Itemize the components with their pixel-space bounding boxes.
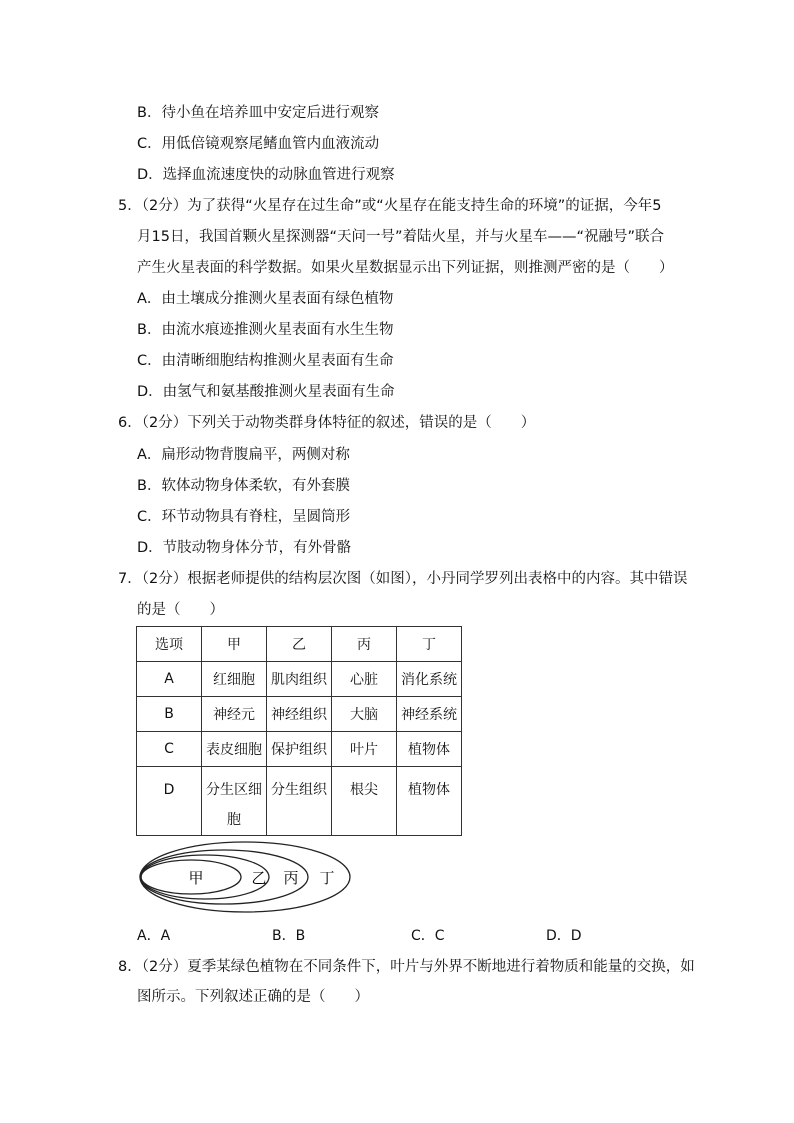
q6-option-d: D．节肢动物身体分节，有外骨骼 xyxy=(137,540,352,556)
table-header-cell: 乙 xyxy=(267,627,332,662)
q7-choice-c: C．C xyxy=(411,928,445,944)
table-header-cell: 丙 xyxy=(332,627,397,662)
q7-table xyxy=(136,626,462,836)
label-yi: 乙 xyxy=(251,869,267,887)
table-cell: 分生组织 xyxy=(267,767,332,836)
label-ding: 丁 xyxy=(319,869,335,887)
table-cell: 表皮细胞 xyxy=(202,732,267,767)
table-row xyxy=(137,767,462,836)
table-cell: 大脑 xyxy=(332,697,397,732)
q7-choice-d: D．D xyxy=(546,928,582,944)
table-cell: C xyxy=(137,732,202,767)
table-cell: A xyxy=(137,662,202,697)
table-cell: 叶片 xyxy=(332,732,397,767)
q5-option-c: C．由清晰细胞结构推测火星表面有生命 xyxy=(137,353,394,369)
label-bing: 丙 xyxy=(283,869,299,887)
table-cell: 神经元 xyxy=(202,697,267,732)
table-header-cell: 选项 xyxy=(137,627,202,662)
q5-option-d: D．由氢气和氨基酸推测火星表面有生命 xyxy=(137,384,395,400)
q7-stem-line-2: 的是（ ） xyxy=(137,602,224,618)
table-row xyxy=(137,732,462,767)
table-cell: 植物体 xyxy=(397,732,462,767)
q6-option-a: A．扁形动物背腹扁平，两侧对称 xyxy=(137,447,350,463)
table-cell: 神经系统 xyxy=(397,697,462,732)
table-cell: B xyxy=(137,697,202,732)
table-cell: D xyxy=(137,767,202,836)
q8-stem-line-1: 8．（2分）夏季某绿色植物在不同条件下，叶片与外界不断地进行着物质和能量的交换，如 xyxy=(118,959,695,975)
structure-level-diagram xyxy=(138,840,352,914)
table-cell: 心脏 xyxy=(332,662,397,697)
table-row xyxy=(137,662,462,697)
table-cell: 肌肉组织 xyxy=(267,662,332,697)
q4-option-d: D．选择血流速度快的动脉血管进行观察 xyxy=(137,167,395,183)
q7-choice-b: B．B xyxy=(272,928,306,944)
q5-stem-line-3: 产生火星表面的科学数据。如果火星数据显示出下列证据，则推测严密的是（ ） xyxy=(137,260,674,276)
q6-option-b: B．软体动物身体柔软，有外套膜 xyxy=(137,478,350,494)
table-cell: 植物体 xyxy=(397,767,462,836)
table-header-row xyxy=(137,627,462,662)
q4-option-c: C．用低倍镜观察尾鳍血管内血液流动 xyxy=(137,136,380,152)
q5-option-a: A．由土壤成分推测火星表面有绿色植物 xyxy=(137,291,394,307)
table-cell: 神经组织 xyxy=(267,697,332,732)
label-jia: 甲 xyxy=(188,869,204,887)
table-cell: 保护组织 xyxy=(267,732,332,767)
q7-stem-line-1: 7．（2分）根据老师提供的结构层次图（如图），小丹同学罗列出表格中的内容。其中错误 xyxy=(118,571,688,587)
table-cell: 消化系统 xyxy=(397,662,462,697)
q8-stem-line-2: 图所示。下列叙述正确的是（ ） xyxy=(137,989,369,1005)
q5-stem-line-1: 5．（2分）为了获得“火星存在过生命”或“火星存在能支持生命的环境”的证据，今年5 xyxy=(118,198,662,214)
table-header-cell: 甲 xyxy=(202,627,267,662)
q6-option-c: C．环节动物具有脊柱，呈圆筒形 xyxy=(137,509,351,525)
table-row xyxy=(137,697,462,732)
table-cell: 红细胞 xyxy=(202,662,267,697)
table-cell: 分生区细胞 xyxy=(202,767,267,836)
q5-stem-line-2: 月15日，我国首颗火星探测器“天问一号”着陆火星，并与火星车——“祝融号”联合 xyxy=(137,229,664,245)
q5-option-b: B．由流水痕迹推测火星表面有水生生物 xyxy=(137,322,394,338)
table-header-cell: 丁 xyxy=(397,627,462,662)
ellipse-yi xyxy=(141,855,269,899)
table-cell: 根尖 xyxy=(332,767,397,836)
q4-option-b: B．待小鱼在培养皿中安定后进行观察 xyxy=(137,105,379,121)
q6-stem: 6．（2分）下列关于动物类群身体特征的叙述，错误的是（ ） xyxy=(118,415,536,431)
q7-choice-a: A．A xyxy=(137,928,171,944)
